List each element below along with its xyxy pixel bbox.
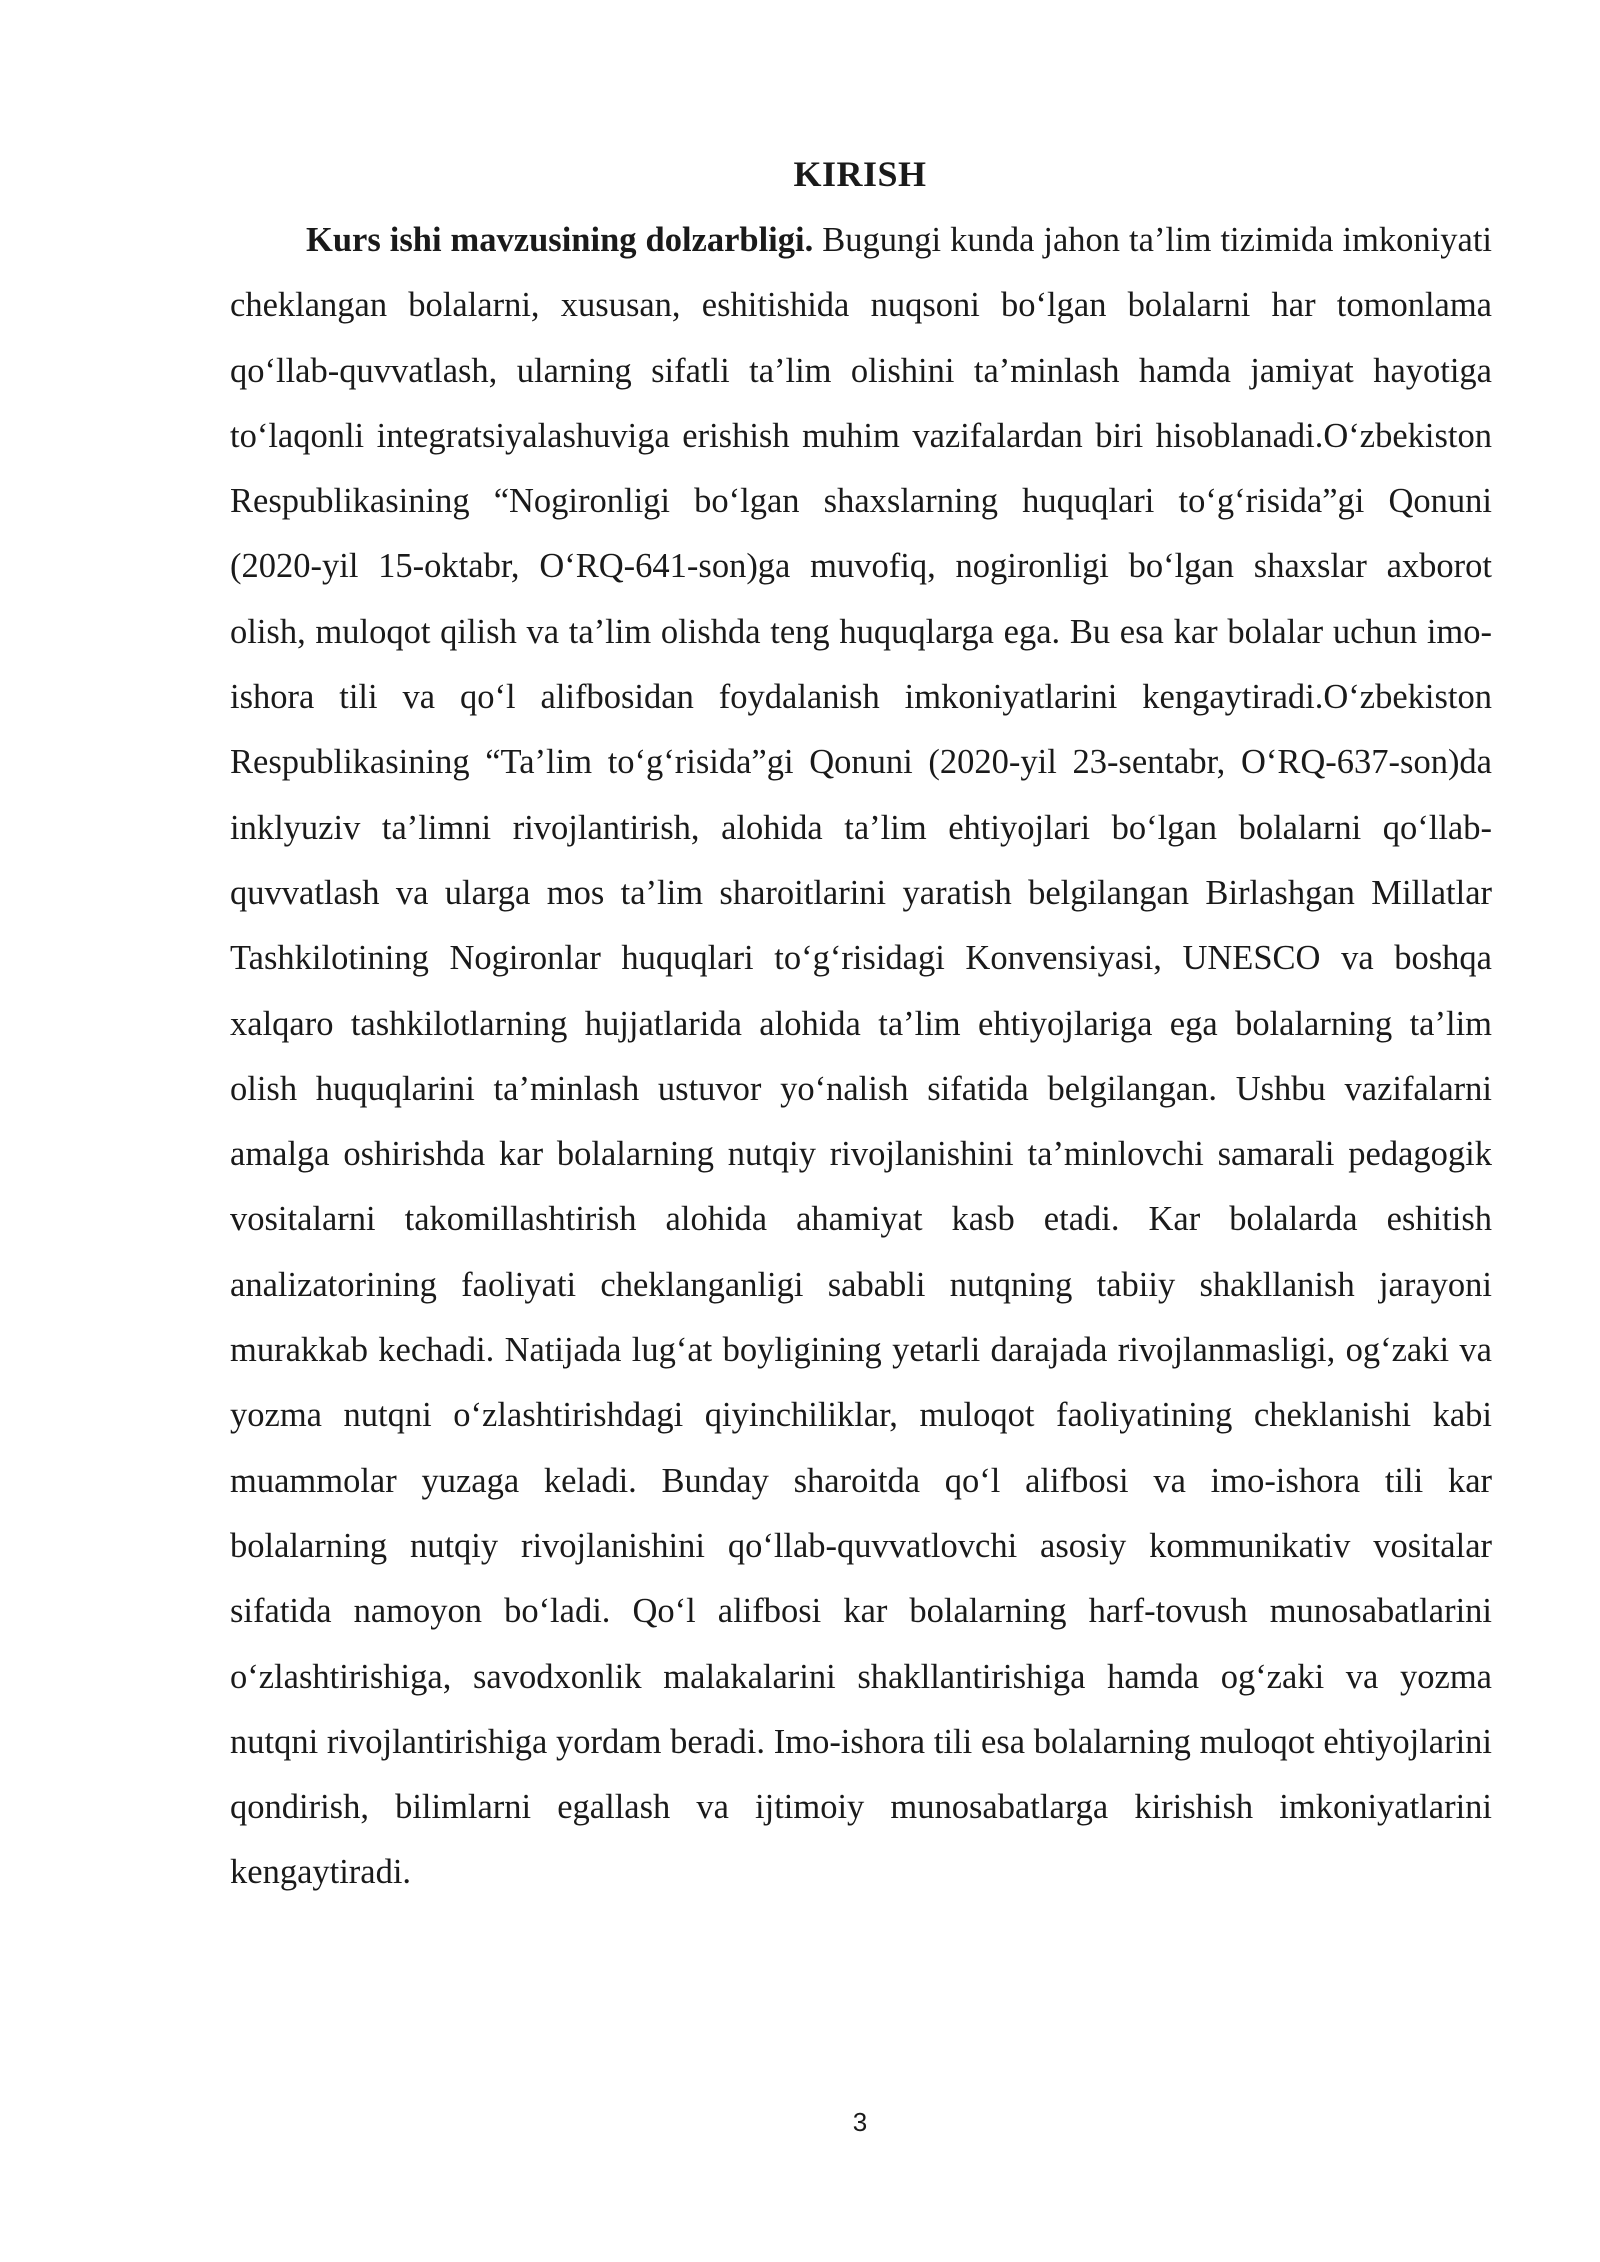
section-heading: KIRISH — [793, 154, 927, 194]
page-number: 3 — [852, 2107, 868, 2137]
paragraph-lead: Kurs ishi mavzusining dolzarbligi. — [306, 221, 814, 259]
paragraph-text: Bugungi kunda jahon ta’lim tizimida imkoniyati cheklangan bolalarni, xususan, eshitishida nuqsoni bo‘lgan bolalarni har tomonlama qo‘llab-quvvatlash, ularning sifatli ta’lim olishini ta’minlash hamda jamiyat hayotiga to‘laqonli integratsiyalashuviga erishish muhim vazifalardan biri hisoblanadi.O‘zbekiston Respublikasining “Nogironligi bo‘lgan shaxslarning huquqlari to‘g‘risida”gi Qonuni (2020-yil 15-oktabr, O‘RQ-641-son)ga muvofiq, nogironligi bo‘lgan shaxslar axborot olish, muloqot qilish va ta’lim olishda teng huquqlarga ega. Bu esa kar bolalar uchun imo-ishora tili va qo‘l alifbosidan foydalanish imkoniyatlarini kengaytiradi.O‘zbekiston Respublikasining “Ta’lim to‘g‘risida”gi Qonuni (2020-yil 23-sentabr, O‘RQ-637-son)da inklyuziv ta’limni rivojlantirish, alohida ta’lim ehtiyojlari bo‘lgan bolalarni qo‘llab-quvvatlash va ularga mos ta’lim sharoitlarini yaratish belgilangan Birlashgan Millatlar Tashkilotining Nogironlar huquqlari to‘g‘risidagi Konvensiyasi, UNESCO va boshqa xalqaro tashkilotlarning hujjatlarida alohida ta’lim ehtiyojlariga ega bolalarning ta’lim olish huquqlarini ta’minlash ustuvor yo‘nalish sifatida belgilangan. Ushbu vazifalarni amalga oshirishda kar bolalarning nutqiy rivojlanishini ta’minlovchi samarali pedagogik vositalarni takomillashtirish alohida ahamiyat kasb etadi. Kar bolalarda eshitish analizatorining faoliyati cheklanganligi sababli nutqning tabiiy shakllanish jarayoni murakkab kechadi. Natijada lug‘at boyligining yetarli darajada rivojlanmasligi, og‘zaki va yozma nutqni o‘zlashtirishdagi qiyinchiliklar, muloqot faoliyatining cheklanishi kabi muammolar yuzaga keladi. Bunday sharoitda qo‘l alifbosi va imo-ishora tili kar bolalarning nutqiy rivojlanishini qo‘llab-quvvatlovchi asosiy kommunikativ vositalar sifatida namoyon bo‘ladi. Qo‘l alifbosi kar bolalarning harf-tovush munosabatlarini o‘zlashtirishiga, savodxonlik malakalarini shakllantirishiga hamda og‘zaki va yozma nutqni rivojlantirishiga yordam beradi. Imo-ishora tili esa bolalarning muloqot ehtiyojlarini qondirish, bilimlarni egallash va ijtimoiy munosabatlarga kirishish imkoniyatlarini kengaytiradi. — [230, 221, 1492, 1892]
body-paragraph — [230, 208, 1492, 1906]
